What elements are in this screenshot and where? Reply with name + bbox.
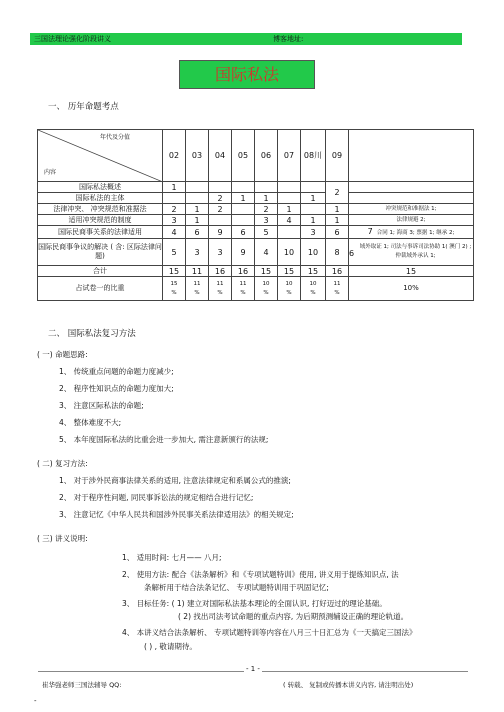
- row-total: 7: [367, 226, 373, 236]
- note-cell: 法律规避 2;: [349, 215, 474, 226]
- ratio-value: 10: [262, 280, 270, 287]
- total-cell: 16: [209, 266, 232, 277]
- cell: 6: [326, 226, 349, 239]
- ratio-cell: [209, 277, 232, 301]
- corner-top-label: 年代及分值: [100, 134, 131, 141]
- note-cell: [349, 226, 474, 239]
- note-text: 域外取证 1; 司法与事诉司法协助 1( 澳门 2) ; 仲裁域外承认 1;: [359, 244, 472, 259]
- ratio-value: 11: [193, 280, 201, 287]
- year-header: 02: [163, 130, 186, 182]
- footer-right: ( 转载、 复制或传播本讲义内容, 请注明出处): [283, 681, 414, 689]
- row-total: 6: [349, 249, 355, 258]
- ratio-label: 占试卷一的比重: [38, 277, 163, 301]
- year-header: 05: [232, 130, 255, 182]
- total-note: 15: [349, 266, 474, 277]
- list-item: 1、 传统重点问题的命题力度减少;: [59, 367, 174, 376]
- ratio-value: 11: [216, 280, 224, 287]
- table-row: [38, 182, 474, 193]
- table-row: [38, 239, 474, 266]
- cell: [232, 204, 255, 215]
- cell: 3: [163, 215, 186, 226]
- year-header: 04: [209, 130, 232, 182]
- note-text: 合同 1; 海商 3; 票据 1; 继承 2;: [376, 229, 455, 236]
- cell: 1: [326, 204, 349, 215]
- subheading-1: ( 一) 命题思路:: [37, 350, 88, 359]
- cell: [186, 193, 209, 204]
- note-header: [349, 130, 474, 182]
- cell: 2: [255, 204, 278, 215]
- footer-left: 崔华强老师三国法辅导 QQ:: [42, 681, 122, 689]
- ratio-row: [38, 277, 474, 301]
- section-heading-1: 一、 历年命题考点: [48, 102, 119, 112]
- exam-points-table: [37, 129, 474, 301]
- year-header: 07: [278, 130, 301, 182]
- total-label: 合计: [38, 266, 163, 277]
- year-header: 08川: [301, 130, 326, 182]
- percent-sign: %: [171, 289, 177, 296]
- merged-cell: 2: [326, 182, 349, 204]
- corner-bottom-label: 内容: [44, 169, 57, 176]
- list-item: 3、 目标任务: ( 1) 建立对国际私法基本理论的全面认识, 打好迈过的理论基础。: [122, 599, 387, 608]
- ratio-cell: [255, 277, 278, 301]
- cell: 2: [209, 204, 232, 215]
- footer-dash: -: [34, 697, 37, 705]
- total-cell: 16: [232, 266, 255, 277]
- ratio-cell: [301, 277, 326, 301]
- percent-sign: %: [194, 289, 200, 296]
- note-cell: [349, 239, 474, 266]
- cell: [301, 204, 326, 215]
- cell: [186, 182, 209, 193]
- cell: 6: [186, 226, 209, 239]
- cell: 9: [232, 239, 255, 266]
- cell: [255, 182, 278, 193]
- percent-sign: %: [217, 289, 223, 296]
- cell: 5: [255, 226, 278, 239]
- corner-cell: [38, 130, 163, 182]
- cell: [232, 215, 255, 226]
- list-item: 5、 本年度国际私法的比重会进一步加大, 需注意新颁行的法规;: [59, 435, 269, 444]
- table-row: [38, 226, 474, 239]
- cell: 6: [232, 226, 255, 239]
- page-number: - 1 -: [246, 665, 260, 673]
- list-item: 4、 本讲义结合法条解析、 专项试题特训等内容在八月三十日汇总为《一天搞定三国法》: [122, 628, 417, 637]
- cell: 2: [163, 204, 186, 215]
- ratio-cell: [232, 277, 255, 301]
- row-topic: 国际民商事关系的法律适用: [38, 226, 163, 239]
- total-cell: 15: [278, 266, 301, 277]
- list-item-continued: 条解析用于结合法条记忆、 专项试题特训用于巩固记忆;: [144, 583, 329, 592]
- list-item: 2、 对于程序性问题, 同民事诉讼法的规定相结合进行记忆;: [59, 493, 254, 502]
- note-cell: [349, 182, 474, 193]
- cell: 3: [301, 226, 326, 239]
- cell: 2: [209, 193, 232, 204]
- ratio-cell: [278, 277, 301, 301]
- cell: 1: [186, 215, 209, 226]
- cell: 1: [301, 193, 326, 204]
- list-item-continued: ( ) , 敬请期待。: [144, 642, 197, 651]
- percent-sign: %: [334, 289, 340, 296]
- total-cell: 15: [301, 266, 326, 277]
- ratio-value: 11: [239, 280, 247, 287]
- ratio-value: 10: [285, 280, 293, 287]
- percent-sign: %: [263, 289, 269, 296]
- table-row: [38, 204, 474, 215]
- ratio-cell: [186, 277, 209, 301]
- note-cell: 冲突规范和准据法 1;: [349, 204, 474, 215]
- cell: 1: [186, 204, 209, 215]
- cell: [301, 182, 326, 193]
- cell: 1: [301, 215, 326, 226]
- cell: 3: [255, 215, 278, 226]
- list-item: 1、 对于涉外民商事法律关系的适用, 注意法律规定和系属公式的推演;: [59, 476, 291, 485]
- cell: 10: [278, 239, 301, 266]
- year-header: 06: [255, 130, 278, 182]
- row-topic: 国际民商事争议的解决 ( 含: 区际法律问题): [38, 239, 163, 266]
- cell: [232, 182, 255, 193]
- ratio-value: 15: [170, 280, 178, 287]
- subheading-3: ( 三) 讲义说明:: [37, 534, 88, 543]
- cell: 4: [163, 226, 186, 239]
- list-item: 1、 适用时间: 七月—— 八月;: [122, 553, 222, 562]
- list-item: 2、 使用方法: 配合《法条解析》和《专项试题特训》使用, 讲义用于提炼知识点, 法: [122, 570, 399, 579]
- ratio-cell: [326, 277, 349, 301]
- table-header-row: [38, 130, 474, 182]
- ratio-value: 10: [309, 280, 317, 287]
- list-item-continued: ( 2) 找出司法考试命题的重点内容, 为后期预测辅设正确的理论轨道。: [178, 612, 409, 621]
- year-header: 09: [326, 130, 349, 182]
- page-title: 国际私法: [179, 60, 315, 89]
- row-topic: 适用冲突规范的制度: [38, 215, 163, 226]
- cell: 1: [255, 193, 278, 204]
- total-cell: 16: [326, 266, 349, 277]
- cell: [163, 193, 186, 204]
- cell: 4: [278, 215, 301, 226]
- cell: 4: [255, 239, 278, 266]
- total-cell: 11: [186, 266, 209, 277]
- cell: [278, 193, 301, 204]
- cell: 1: [232, 193, 255, 204]
- total-cell: 15: [163, 266, 186, 277]
- list-item: 3、 注意记忆《中华人民共和国涉外民事关系法律适用法》的相关规定;: [59, 510, 294, 519]
- percent-sign: %: [240, 289, 246, 296]
- cell: 3: [186, 239, 209, 266]
- total-row: [38, 266, 474, 277]
- list-item: 4、 整体难度不大;: [59, 418, 122, 427]
- ratio-cell: [163, 277, 186, 301]
- note-cell: [349, 193, 474, 204]
- cell: [278, 226, 301, 239]
- cell: [278, 182, 301, 193]
- percent-sign: %: [310, 289, 316, 296]
- ratio-value: 11: [333, 280, 341, 287]
- cell: 1: [163, 182, 186, 193]
- cell: 3: [209, 239, 232, 266]
- percent-sign: %: [286, 289, 292, 296]
- year-header: 03: [186, 130, 209, 182]
- row-topic: 国际私法概述: [38, 182, 163, 193]
- section-heading-2: 二、 国际私法复习方法: [48, 329, 136, 339]
- header-right: 博客地址:: [273, 35, 304, 43]
- row-topic: 法律冲突、 冲突规范和准据法: [38, 204, 163, 215]
- subheading-2: ( 二) 复习方法:: [37, 459, 88, 468]
- table-row: [38, 193, 474, 204]
- cell: 1: [326, 215, 349, 226]
- header-left: 三国法理论强化阶段讲义: [34, 35, 111, 43]
- cell: 8: [326, 239, 349, 266]
- cell: 9: [209, 226, 232, 239]
- table-row: [38, 215, 474, 226]
- list-item: 2、 程序性知识点的命题力度加大;: [59, 384, 174, 393]
- header-bar: [30, 33, 462, 45]
- row-topic: 国际私法的主体: [38, 193, 163, 204]
- cell: [209, 215, 232, 226]
- cell: 1: [278, 204, 301, 215]
- cell: 5: [163, 239, 186, 266]
- list-item: 3、 注意区际私法的命题;: [59, 401, 144, 410]
- total-cell: 15: [255, 266, 278, 277]
- cell: [209, 182, 232, 193]
- ratio-cell: 10%: [349, 277, 474, 301]
- cell: 10: [301, 239, 326, 266]
